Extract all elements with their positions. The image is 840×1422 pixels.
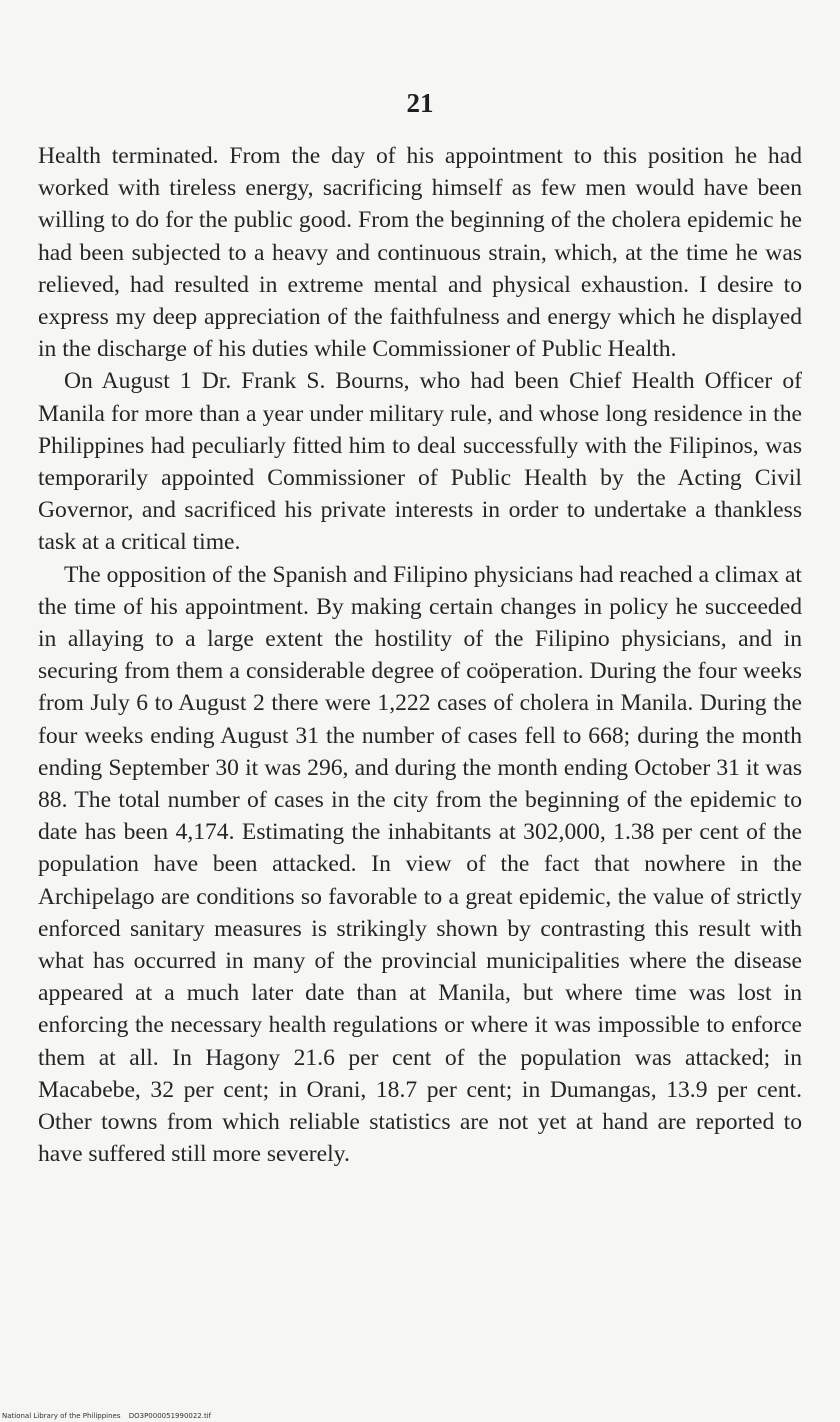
paragraph-bourns-appointment: On August 1 Dr. Frank S. Bourns, who had been Chief Health Officer of Manila for more than a year under military rule, and whose long residence in the Philippines had peculiarly fitted him to deal successfully with the Filipinos, was temporarily appointed Commissioner of Public Health by the Acting Civil Governor, and sacrificed his private interests in order to undertake a thankless task at a critical time. bbox=[38, 368, 802, 556]
scan-footer bbox=[2, 1412, 211, 1420]
library-credit: National Library of the Philippines bbox=[2, 1412, 121, 1420]
paragraph-cholera-statistics: The opposition of the Spanish and Filipino physicians had reached a climax at the time of his appointment. By making certain changes in policy he succeeded in allaying to a large extent the hostility of the Filipino physicians, and in securing from them a considerable degree of coöperation. During the four weeks from July 6 to August 2 there were 1,222 cases of cholera in Manila. During the four weeks ending August 31 the number of cases fell to 668; during the month ending September 30 it was 296, and during the month ending October 31 it was 88. The total number of cases in the city from the beginning of the epidemic to date has been 4,174. Estimating the inhabitants at 302,000, 1.38 per cent of the population have been attacked. In view of the fact that nowhere in the Archipelago are conditions so favorable to a great epidemic, the value of strictly enforced sanitary measures is strikingly shown by contrasting this result with what has occurred in many of the provincial municipalities where the disease appeared at a much later date than at Manila, but where time was lost in enforcing the necessary health regulations or where it was impossible to enforce them at all. In Hagony 21.6 per cent of the population was attacked; in Macabebe, 32 per cent; in Orani, 18.7 per cent; in Dumangas, 13.9 per cent. Other towns from which reliable statistics are not yet at hand are reported to have suffered still more severely. bbox=[38, 561, 802, 1168]
body-text bbox=[38, 140, 802, 1171]
scan-identifier: DO3P000051990022.tif bbox=[128, 1412, 212, 1420]
page-number: 21 bbox=[406, 88, 434, 118]
paragraph-continuation: Health terminated. From the day of his appointment to this position he had worked with tireless energy, sacrificing himself as few men would have been willing to do for the public good. From the beginning of the cholera epidemic he had been subjected to a heavy and continuous strain, which, at the time he was relieved, had resulted in extreme mental and physical exhaustion. I desire to express my deep appreciation of the faithfulness and energy which he displayed in the discharge of his duties while Commissioner of Public Health. bbox=[38, 143, 802, 363]
